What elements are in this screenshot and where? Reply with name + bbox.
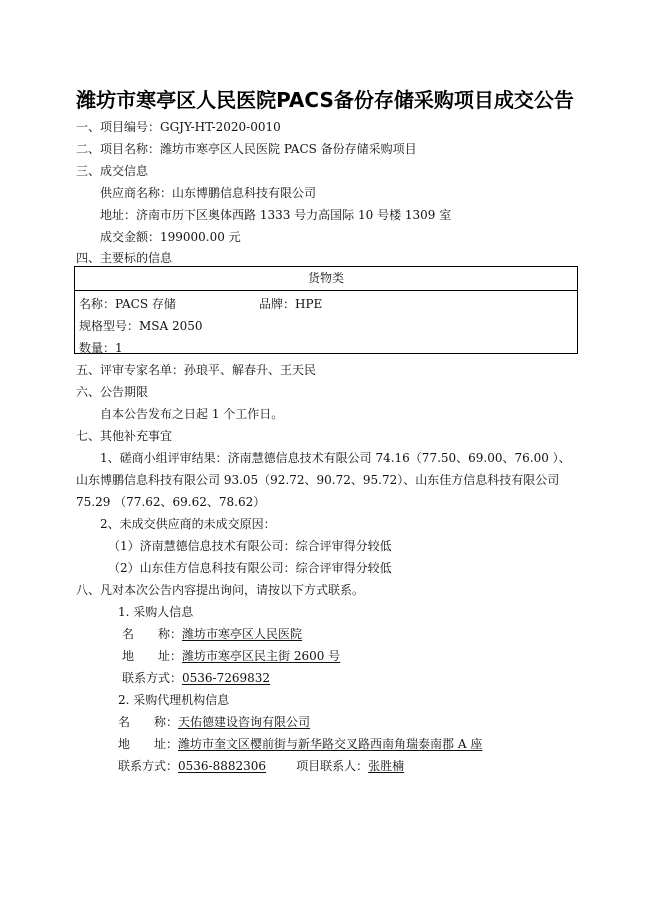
agency-address: 潍坊市奎文区樱前街与新华路交叉路西南角瑞泰南郡 A 座 (178, 737, 483, 751)
agency-address-label: 地 址： (118, 737, 179, 751)
supplier-address: 地址：济南市历下区奥体西路 1333 号力高国际 10 号楼 1309 室 (100, 208, 452, 222)
agency-address-row (118, 736, 482, 752)
review-result-line-2: 山东博鹏信息科技有限公司 93.05（92.72、90.72、95.72）、山东佳方信息科技有限公司 (76, 473, 560, 487)
goods-table-header: 货物类 (75, 267, 577, 291)
page-title: 潍坊市寒亭区人民医院PACS备份存储采购项目成交公告 (76, 88, 574, 112)
goods-name: 名称：PACS 存储 (79, 297, 176, 311)
review-result-line-1: 1、磋商小组评审结果：济南慧德信息技术有限公司 74.16（77.50、69.00、76.00 ）、 (100, 451, 571, 465)
section-other-matters: 七、其他补充事宜 (76, 429, 173, 443)
expert-list: 五、评审专家名单：孙琅平、解春升、王天民 (76, 363, 317, 377)
section-contact: 八、凡对本次公告内容提出询问，请按以下方式联系。 (76, 583, 365, 597)
agency-name-label: 名 称： (118, 715, 179, 729)
project-number: 一、项目编号：GGJY-HT-2020-0010 (76, 120, 281, 134)
review-result-line-3: 75.29 （77.62、69.62、78.62） (76, 495, 266, 509)
section-deal-info: 三、成交信息 (76, 164, 149, 178)
agency-contact: 张胜楠 (368, 759, 405, 773)
goods-quantity: 数量：1 (79, 341, 123, 355)
goods-model: 规格型号：MSA 2050 (79, 319, 203, 333)
agency-phone-label: 联系方式： (118, 759, 179, 773)
purchaser-info-title: 1. 采购人信息 (118, 605, 194, 619)
unsuccessful-reason-title: 2、未成交供应商的未成交原因： (100, 517, 276, 531)
supplier-name: 供应商名称：山东博鹏信息科技有限公司 (100, 186, 317, 200)
unsuccessful-reason-1: （1）济南慧德信息技术有限公司：综合评审得分较低 (108, 539, 392, 553)
purchaser-name: 潍坊市寒亭区人民医院 (182, 627, 303, 641)
agency-phone-row (118, 758, 404, 774)
project-name: 二、项目名称：潍坊市寒亭区人民医院 PACS 备份存储采购项目 (76, 142, 417, 156)
purchaser-address-label: 地 址： (122, 649, 183, 663)
agency-contact-label: 项目联系人： (296, 759, 369, 773)
notice-period-text: 自本公告发布之日起 1 个工作日。 (100, 407, 284, 421)
deal-amount: 成交金额：199000.00 元 (100, 230, 241, 244)
purchaser-phone-label: 联系方式： (122, 671, 183, 685)
agency-phone: 0536-8882306 (178, 759, 267, 773)
agency-name: 天佑德建设咨询有限公司 (178, 715, 311, 729)
agency-info-title: 2. 采购代理机构信息 (118, 693, 230, 707)
purchaser-phone-row (122, 670, 270, 686)
purchaser-name-label: 名 称： (122, 627, 183, 641)
goods-brand: 品牌：HPE (259, 297, 323, 311)
purchaser-phone: 0536-7269832 (182, 671, 271, 685)
agency-name-row (118, 714, 310, 730)
goods-table (74, 266, 578, 354)
purchaser-name-row (122, 626, 302, 642)
unsuccessful-reason-2: （2）山东佳方信息科技有限公司：综合评审得分较低 (108, 561, 392, 575)
purchaser-address-row (122, 648, 340, 664)
section-notice-period: 六、公告期限 (76, 385, 149, 399)
purchaser-address: 潍坊市寒亭区民主街 2600 号 (182, 649, 341, 663)
section-main-items: 四、主要标的信息 (76, 251, 173, 265)
